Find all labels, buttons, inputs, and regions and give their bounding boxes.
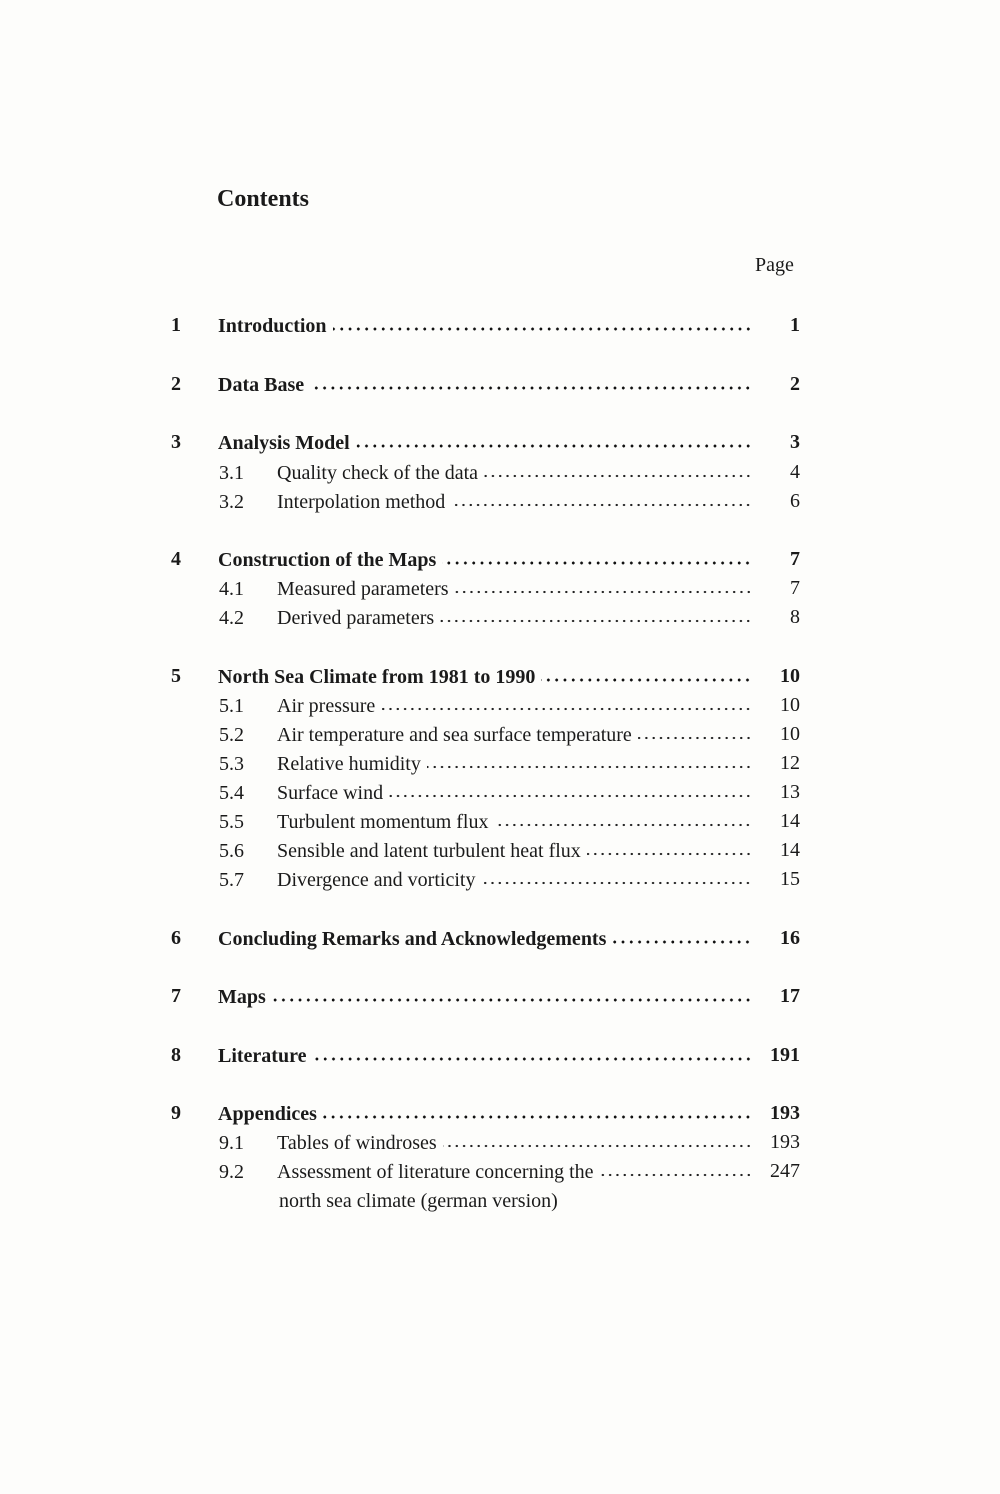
dot-leader xyxy=(455,575,752,595)
page-number: 15 xyxy=(780,868,800,890)
entry-title: Relative humidity xyxy=(277,753,421,775)
toc-subsection[interactable] xyxy=(0,866,1000,892)
subsection-number: 5.7 xyxy=(219,869,244,891)
section-number: 7 xyxy=(171,985,181,1007)
toc-section[interactable] xyxy=(0,546,1000,572)
section-number: 5 xyxy=(171,665,181,687)
entry-title: Surface wind xyxy=(277,782,384,804)
page-number: 14 xyxy=(780,810,800,832)
dot-leader xyxy=(389,779,752,799)
entry-title: Analysis Model xyxy=(218,432,350,454)
page-number: 4 xyxy=(790,461,800,483)
page-number: 14 xyxy=(780,839,800,861)
toc-section[interactable] xyxy=(0,312,1000,338)
dot-leader xyxy=(638,721,752,741)
entry-title: Interpolation method xyxy=(277,491,446,513)
entry-title: North Sea Climate from 1981 to 1990 xyxy=(218,666,536,688)
toc-section[interactable] xyxy=(0,371,1000,397)
entry-title: Divergence and vorticity xyxy=(277,869,476,891)
toc-section[interactable] xyxy=(0,429,1000,455)
entry-title: Appendices xyxy=(218,1103,317,1125)
dot-leader xyxy=(484,459,752,479)
page-title: Contents xyxy=(217,186,310,212)
toc-section[interactable] xyxy=(0,925,1000,951)
dot-leader xyxy=(541,663,752,683)
entry-title: Sensible and latent turbulent heat flux xyxy=(277,840,581,862)
entry-title: Air temperature and sea surface temperature xyxy=(277,724,632,746)
entry-title: Derived parameters xyxy=(277,607,435,629)
entry-title: Turbulent momentum flux xyxy=(277,811,489,833)
entry-title: Introduction xyxy=(218,315,327,337)
subsection-number: 5.4 xyxy=(219,782,244,804)
page-number: 193 xyxy=(770,1102,800,1124)
toc-section[interactable] xyxy=(0,1100,1000,1126)
dot-leader xyxy=(323,1100,752,1120)
subsection-number: 5.2 xyxy=(219,724,244,746)
page-number: 1 xyxy=(790,314,800,336)
entry-title: Assessment of literature concerning the xyxy=(277,1161,594,1183)
entry-title: Quality check of the data xyxy=(277,462,479,484)
entry-title: Data Base xyxy=(218,374,305,396)
page-number: 193 xyxy=(770,1131,800,1153)
dot-leader xyxy=(600,1158,752,1178)
subsection-number: 4.2 xyxy=(219,607,244,629)
page-number: 10 xyxy=(780,723,800,745)
subsection-number: 5.5 xyxy=(219,811,244,833)
section-number: 9 xyxy=(171,1102,181,1124)
subsection-number: 5.6 xyxy=(219,840,244,862)
toc-subsection[interactable] xyxy=(0,779,1000,805)
entry-title-continuation: north sea climate (german version) xyxy=(279,1190,558,1212)
dot-leader xyxy=(481,866,752,886)
page-number: 17 xyxy=(780,985,800,1007)
subsection-number: 9.2 xyxy=(219,1161,244,1183)
dot-leader xyxy=(356,429,752,449)
toc-subsection[interactable] xyxy=(0,1129,1000,1155)
dot-leader xyxy=(443,1129,752,1149)
toc-subsection[interactable] xyxy=(0,808,1000,834)
entry-title: Concluding Remarks and Acknowledgements xyxy=(218,928,607,950)
subsection-number: 3.1 xyxy=(219,462,244,484)
entry-title: Air pressure xyxy=(277,695,376,717)
page-number: 8 xyxy=(790,606,800,628)
toc-subsection[interactable] xyxy=(0,750,1000,776)
dot-leader xyxy=(612,925,752,945)
dot-leader xyxy=(272,983,752,1003)
dot-leader xyxy=(442,546,752,566)
page-number: 7 xyxy=(790,577,800,599)
page-column-header: Page xyxy=(755,254,794,276)
page-number: 7 xyxy=(790,548,800,570)
toc-subsection[interactable] xyxy=(0,575,1000,601)
toc-subsection[interactable] xyxy=(0,488,1000,514)
dot-leader xyxy=(313,1042,753,1062)
subsection-number: 5.3 xyxy=(219,753,244,775)
page-number: 6 xyxy=(790,490,800,512)
section-number: 6 xyxy=(171,927,181,949)
entry-title: Tables of windroses xyxy=(277,1132,437,1154)
toc-subsection[interactable] xyxy=(0,692,1000,718)
dot-leader xyxy=(440,604,752,624)
page-number: 10 xyxy=(780,665,800,687)
subsection-number: 4.1 xyxy=(219,578,244,600)
page-number: 191 xyxy=(770,1044,800,1066)
toc-subsection[interactable] xyxy=(0,1158,1000,1184)
subsection-number: 5.1 xyxy=(219,695,244,717)
page-number: 13 xyxy=(780,781,800,803)
dot-leader xyxy=(587,837,752,857)
subsection-number: 3.2 xyxy=(219,491,244,513)
toc-subsection[interactable] xyxy=(0,604,1000,630)
dot-leader xyxy=(494,808,752,828)
toc-subsection[interactable] xyxy=(0,837,1000,863)
toc-subsection[interactable] xyxy=(0,459,1000,485)
entry-title: Construction of the Maps xyxy=(218,549,437,571)
entry-title: Maps xyxy=(218,986,266,1008)
entry-title: Measured parameters xyxy=(277,578,449,600)
page-number: 3 xyxy=(790,431,800,453)
toc-subsection[interactable] xyxy=(0,721,1000,747)
dot-leader xyxy=(310,371,752,391)
page-number: 12 xyxy=(780,752,800,774)
dot-leader xyxy=(427,750,752,770)
toc-section[interactable] xyxy=(0,1042,1000,1068)
section-number: 8 xyxy=(171,1044,181,1066)
page-number: 16 xyxy=(780,927,800,949)
toc-section[interactable] xyxy=(0,983,1000,1009)
section-number: 4 xyxy=(171,548,181,570)
page-number: 10 xyxy=(780,694,800,716)
subsection-number: 9.1 xyxy=(219,1132,244,1154)
page-number: 2 xyxy=(790,373,800,395)
entry-title: Literature xyxy=(218,1045,307,1067)
section-number: 3 xyxy=(171,431,181,453)
section-number: 1 xyxy=(171,314,181,336)
section-number: 2 xyxy=(171,373,181,395)
dot-leader xyxy=(381,692,752,712)
toc-subsection-continuation xyxy=(0,1188,1000,1214)
page-number: 247 xyxy=(770,1160,800,1182)
dot-leader xyxy=(333,312,752,332)
toc-section[interactable] xyxy=(0,663,1000,689)
dot-leader xyxy=(451,488,752,508)
